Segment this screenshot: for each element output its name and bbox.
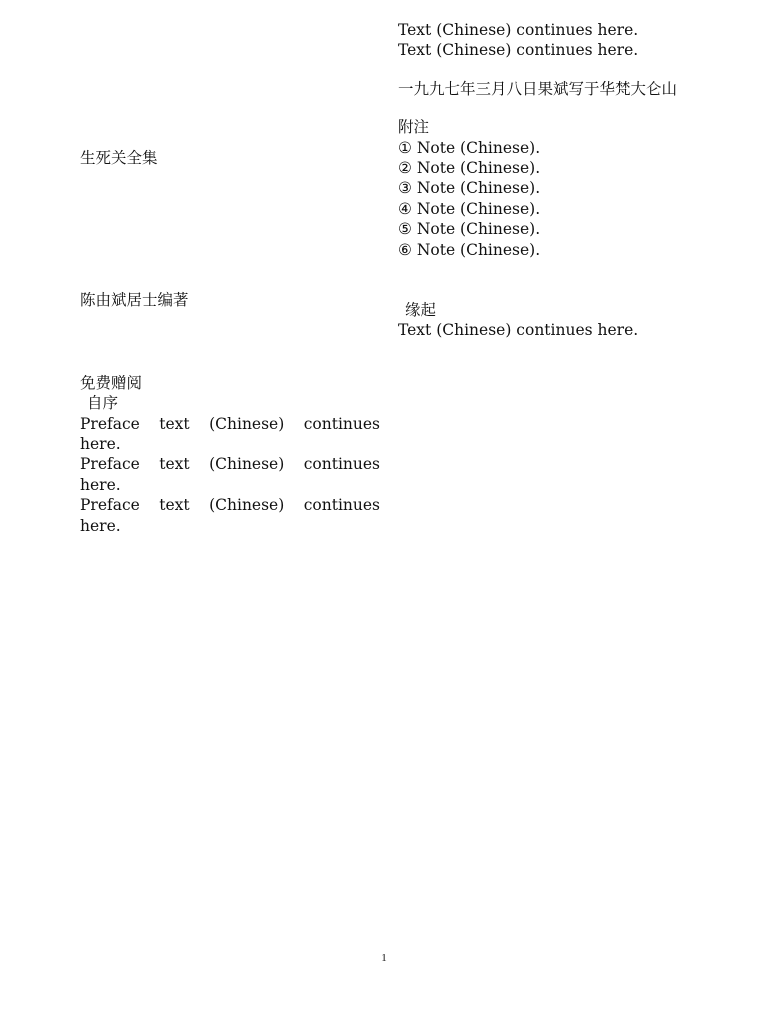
preface-continuation: Text (Chinese) continues here. [398,21,639,39]
note-item: ⑤ Note (Chinese). [398,220,541,239]
note-item: ② Note (Chinese). [398,159,541,178]
origin-paragraph: Text (Chinese) continues here. [398,321,639,340]
note-item: ④ Note (Chinese). [398,199,541,218]
preface-paragraph: Preface text (Chinese) continues here. [80,414,380,454]
preface-heading: 自序 [87,394,119,413]
note-item: ③ Note (Chinese). [398,179,541,198]
signature-line: 一九九七年三月八日果斌写于华梵大仑山 [398,79,678,98]
editor-line: 陈由斌居士编著 [80,291,189,310]
free-distribution-note: 免费赠阅 [80,373,143,392]
note-item: ① Note (Chinese). [398,138,541,157]
origin-heading: 缘起 [405,301,437,320]
preface-paragraph: Preface text (Chinese) continues here. [80,455,380,494]
notes-heading: 附注 [398,118,430,137]
note-item: ⑥ Note (Chinese). [398,240,541,259]
left-column [80,20,380,536]
book-title: 生死关全集 [80,149,158,167]
preface-paragraph: Preface text (Chinese) continues here. [80,496,380,535]
page-number: 1 [381,952,387,964]
right-column [398,20,698,341]
preface-continuation: Text (Chinese) continues here. [398,41,639,60]
